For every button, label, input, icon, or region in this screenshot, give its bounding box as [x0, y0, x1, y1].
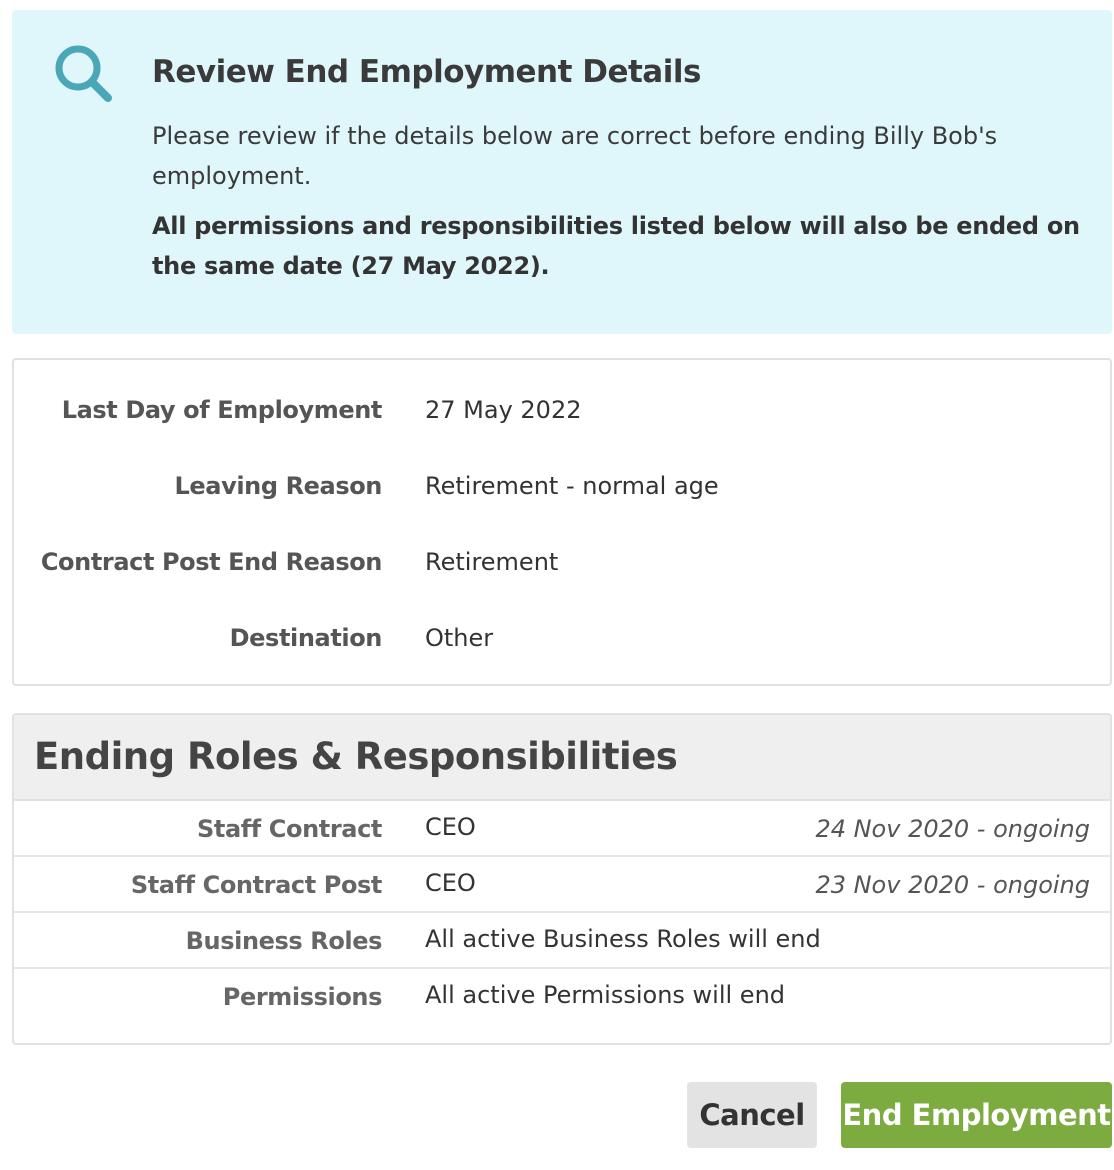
roles-panel-title: Ending Roles & Responsibilities	[34, 735, 678, 778]
employment-details-panel	[12, 358, 1112, 686]
detail-row-leaving-reason	[14, 466, 1110, 506]
role-row-staff-contract	[14, 801, 1110, 857]
role-row-staff-contract-post	[14, 857, 1110, 913]
role-value: CEO	[425, 813, 476, 841]
role-label: Staff Contract	[197, 815, 382, 843]
role-label: Business Roles	[185, 927, 382, 955]
detail-label: Contract Post End Reason	[40, 548, 382, 576]
detail-row-destination	[14, 618, 1110, 658]
role-value: All active Permissions will end	[425, 981, 786, 1009]
role-row-business-roles	[14, 913, 1110, 969]
detail-value: 27 May 2022	[425, 396, 582, 424]
end-employment-button[interactable]: End Employment	[841, 1082, 1112, 1148]
role-value: CEO	[425, 869, 476, 897]
detail-label: Destination	[229, 624, 382, 652]
role-label: Staff Contract Post	[130, 871, 382, 899]
detail-value: Retirement - normal age	[425, 472, 719, 500]
cancel-button[interactable]: Cancel	[687, 1082, 817, 1148]
banner-title: Review End Employment Details	[152, 54, 701, 90]
review-info-banner	[12, 10, 1112, 334]
role-date-range: 23 Nov 2020 - ongoing	[815, 871, 1090, 899]
detail-label: Last Day of Employment	[61, 396, 382, 424]
role-label: Permissions	[222, 983, 382, 1011]
banner-description: Please review if the details below are correct before ending Billy Bob's employment.	[152, 122, 998, 190]
role-date-range: 24 Nov 2020 - ongoing	[815, 815, 1090, 843]
detail-row-last-day	[14, 390, 1110, 430]
role-row-permissions	[14, 969, 1110, 1025]
ending-roles-panel	[12, 713, 1112, 1045]
search-icon	[52, 42, 116, 106]
role-value: All active Business Roles will end	[425, 925, 821, 953]
detail-value: Retirement	[425, 548, 559, 576]
detail-label: Leaving Reason	[174, 472, 382, 500]
detail-row-contract-post-end-reason	[14, 542, 1110, 582]
detail-value: Other	[425, 624, 494, 652]
roles-panel-header	[14, 715, 1110, 801]
banner-warning: All permissions and responsibilities listed below will also be ended on the same date (27 May 2022).	[152, 212, 1080, 280]
